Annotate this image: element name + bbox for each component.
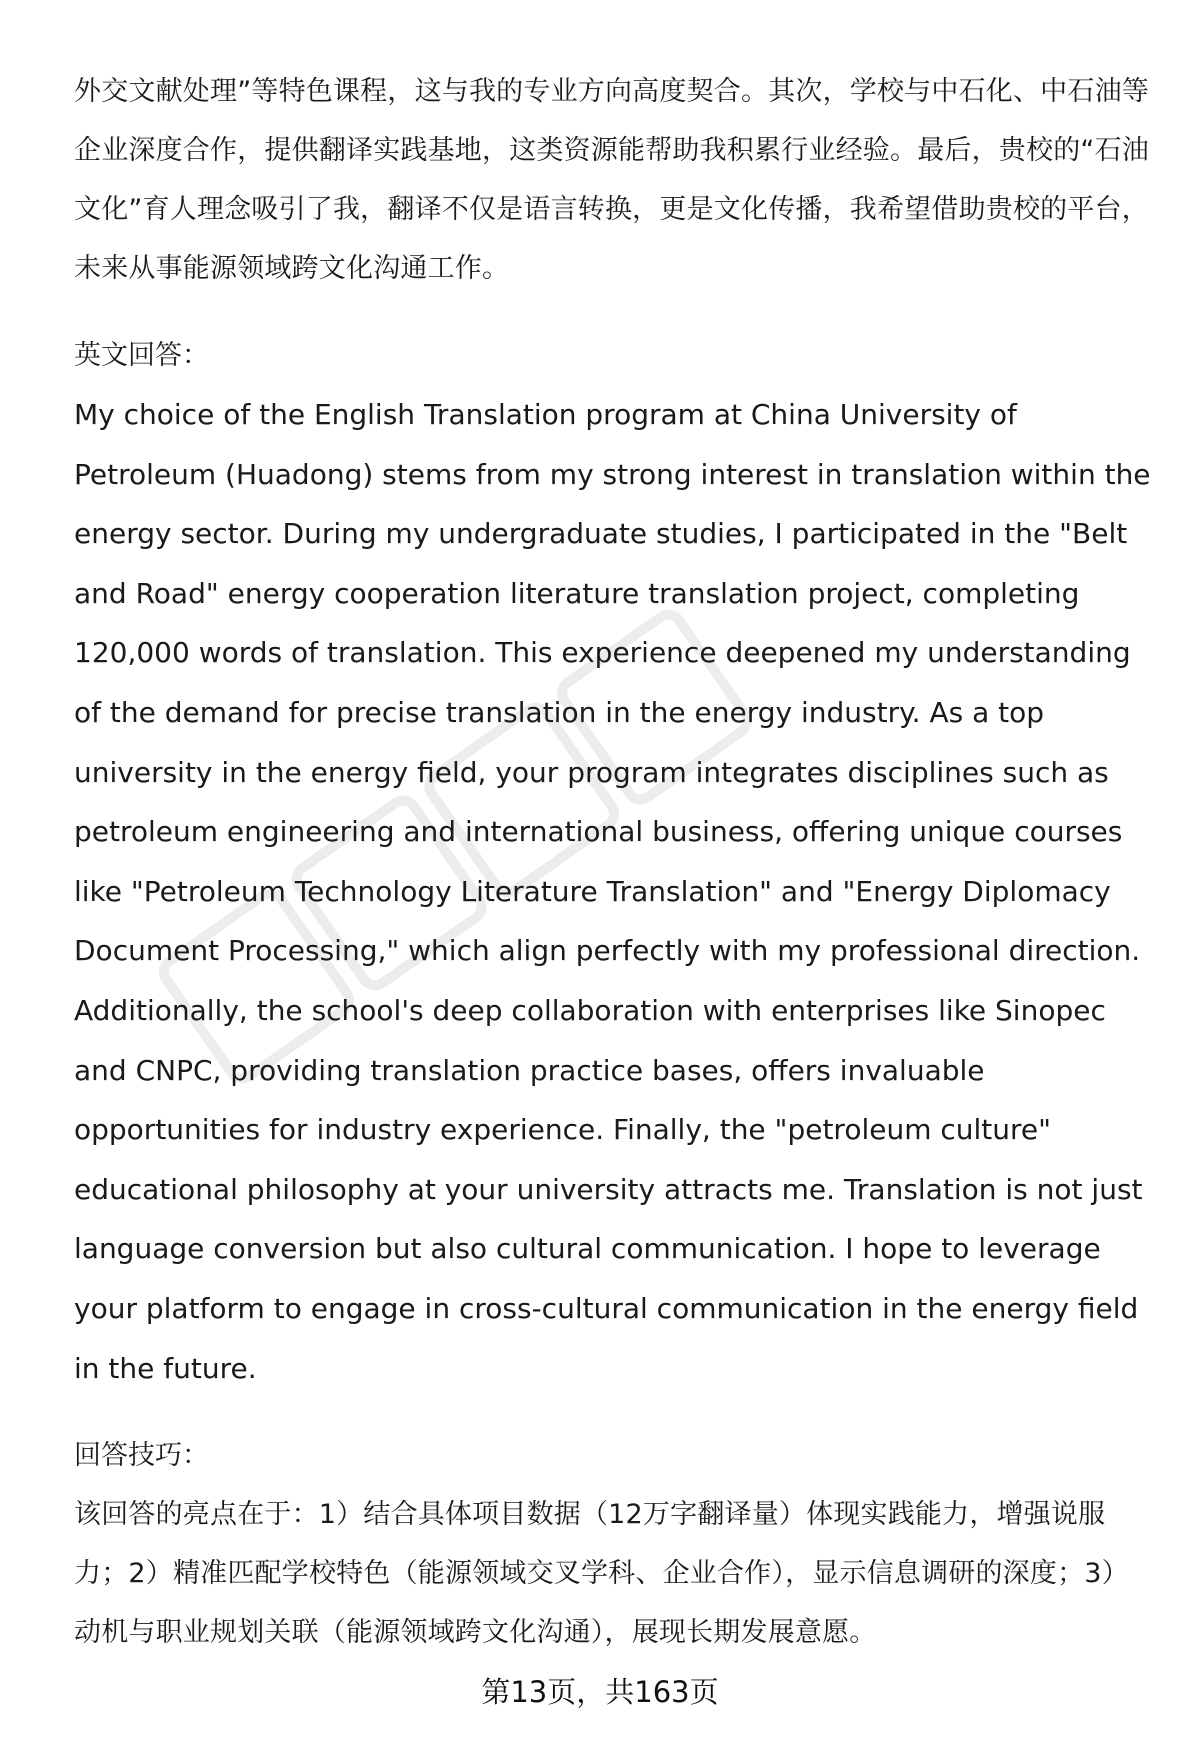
answer-tips-text: 该回答的亮点在于：1）结合具体项目数据（12万字翻译量）体现实践能力，增强说服力；2）精准匹配学校特色（能源领域交叉学科、企业合作），显示信息调研的深度；3）动机与职业规划关联（能源领域跨文化沟通），展现长期发展意愿。 (74, 1499, 1129, 1649)
answer-tips-label: 回答技巧： (74, 1440, 209, 1472)
document-body (74, 62, 1154, 1662)
english-answer-label: 英文回答： (74, 340, 209, 371)
page-number: 第13页，共163页 (481, 1675, 719, 1709)
english-answer-text: My choice of the English Translation program at China University of Petroleum (Huadong) stems from my strong interest in translation within the energy sector. During my undergraduate studies, I participated in the "Belt and Road" energy cooperation literature translation project, completing 120,000 words of translation. This experience deepened my understanding of the demand for precise translation in the energy industry. As a top university in the energy field, your program integrates disciplines such as petroleum engineering and international business, offering unique courses like "Petroleum Technology Literature Translation" and "Energy Diplomacy Document Processing," which align perfectly with my professional direction. Additionally, the school's deep collaboration with enterprises like Sinopec and CNPC, providing translation practice bases, offers invaluable opportunities for industry experience. Finally, the "petroleum culture" educational philosophy at your university attracts me. Translation is not just language conversion but also cultural communication. I hope to leverage your platform to engage in cross-cultural communication in the energy field in the future. (74, 398, 1151, 1385)
chinese-answer-continuation: 外交文献处理”等特色课程，这与我的专业方向高度契合。其次，学校与中石化、中石油等企业深度合作，提供翻译实践基地，这类资源能帮助我积累行业经验。最后，贵校的“石油文化”育人理念吸引了我，翻译不仅是语言转换，更是文化传播，我希望借助贵校的平台，未来从事能源领域跨文化沟通工作。 (74, 76, 1149, 284)
